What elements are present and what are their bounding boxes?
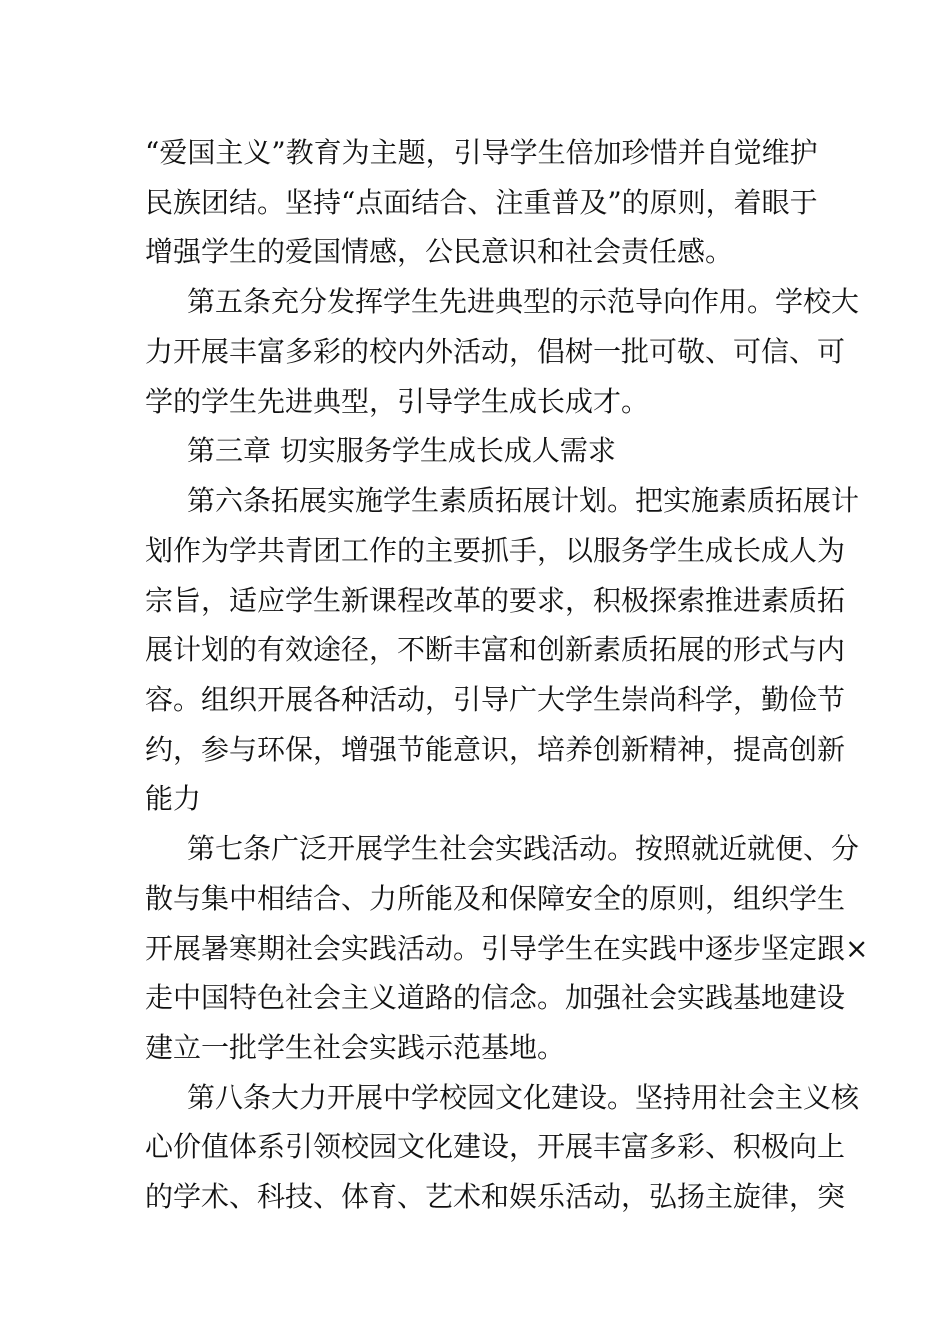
text-line: 能力 [145, 782, 202, 815]
text-line: “爱国主义”教育为主题，引导学生倍加珍惜并自觉维护 [145, 136, 818, 169]
text-line: 容。组织开展各种活动，引导广大学生崇尚科学，勤俭节 [145, 683, 846, 716]
text-line: 第七条广泛开展学生社会实践活动。按照就近就便、分 [187, 832, 860, 865]
text-line: 划作为学共青团工作的主要抓手，以服务学生成长成人为 [145, 534, 846, 567]
text-line: 建立一批学生社会实践示范基地。 [145, 1031, 566, 1064]
text-line: 展计划的有效途径，不断丰富和创新素质拓展的形式与内 [145, 633, 846, 666]
text-line: 宗旨，适应学生新课程改革的要求，积极探索推进素质拓 [145, 584, 846, 617]
text-line: 散与集中相结合、力所能及和保障安全的原则，组织学生 [145, 882, 846, 915]
chapter-heading: 第三章 切实服务学生成长成人需求 [187, 434, 616, 467]
text-line: 走中国特色社会主义道路的信念。加强社会实践基地建设 [145, 981, 846, 1014]
text-line: 开展暑寒期社会实践活动。引导学生在实践中逐步坚定跟× [145, 932, 869, 965]
text-line: 民族团结。坚持“点面结合、注重普及”的原则，着眼于 [145, 186, 818, 219]
text-line: 第六条拓展实施学生素质拓展计划。把实施素质拓展计 [187, 484, 860, 517]
text-line: 约，参与环保，增强节能意识，培养创新精神，提高创新 [145, 733, 846, 766]
text-line: 心价值体系引领校园文化建设，开展丰富多彩、积极向上 [145, 1130, 846, 1163]
text-line: 第八条大力开展中学校园文化建设。坚持用社会主义核 [187, 1081, 860, 1114]
text-line: 学的学生先进典型，引导学生成长成才。 [145, 385, 650, 418]
text-line: 第五条充分发挥学生先进典型的示范导向作用。学校大 [187, 285, 860, 318]
text-line: 的学术、科技、体育、艺术和娱乐活动，弘扬主旋律，突 [145, 1180, 846, 1213]
text-line: 增强学生的爱国情感，公民意识和社会责任感。 [145, 235, 734, 268]
text-line: 力开展丰富多彩的校内外活动，倡树一批可敬、可信、可 [145, 335, 846, 368]
